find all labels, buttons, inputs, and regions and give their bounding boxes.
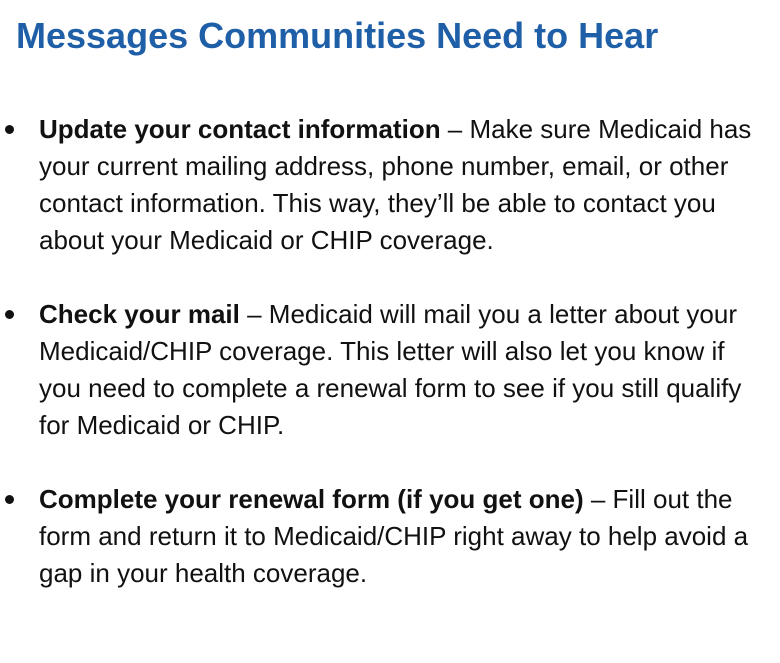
- bullet-dot-icon: [5, 310, 14, 319]
- bullet-heading: Check your mail: [39, 299, 240, 329]
- bullet-text: Medicaid will mail you a letter about your Medicaid/CHIP coverage. This letter will also let you know if you need to complete a renewal form to see if you still qualify for Medicaid or CHIP.: [39, 299, 742, 440]
- bullet-separator: –: [440, 114, 470, 144]
- bullet-update-contact: [0, 111, 767, 259]
- slide-title: Messages Communities Need to Hear: [16, 15, 659, 56]
- bullet-check-mail: [0, 296, 767, 444]
- bullet-heading: Complete your renewal form (if you get one): [39, 484, 584, 514]
- bullet-renewal-form: [0, 481, 767, 592]
- bullet-text: Fill out the form and return it to Medicaid/CHIP right away to help avoid a gap in your health coverage.: [39, 484, 749, 588]
- bullet-separator: –: [583, 484, 613, 514]
- bullet-separator: –: [239, 299, 269, 329]
- bullet-dot-icon: [5, 495, 14, 504]
- bullet-heading: Update your contact information: [39, 114, 441, 144]
- bullet-dot-icon: [5, 125, 14, 134]
- bullet-text: Make sure Medicaid has your current mailing address, phone number, email, or other contact information. This way, they’ll be able to contact you about your Medicaid or CHIP coverage.: [39, 114, 752, 255]
- bullet-list: [0, 111, 780, 592]
